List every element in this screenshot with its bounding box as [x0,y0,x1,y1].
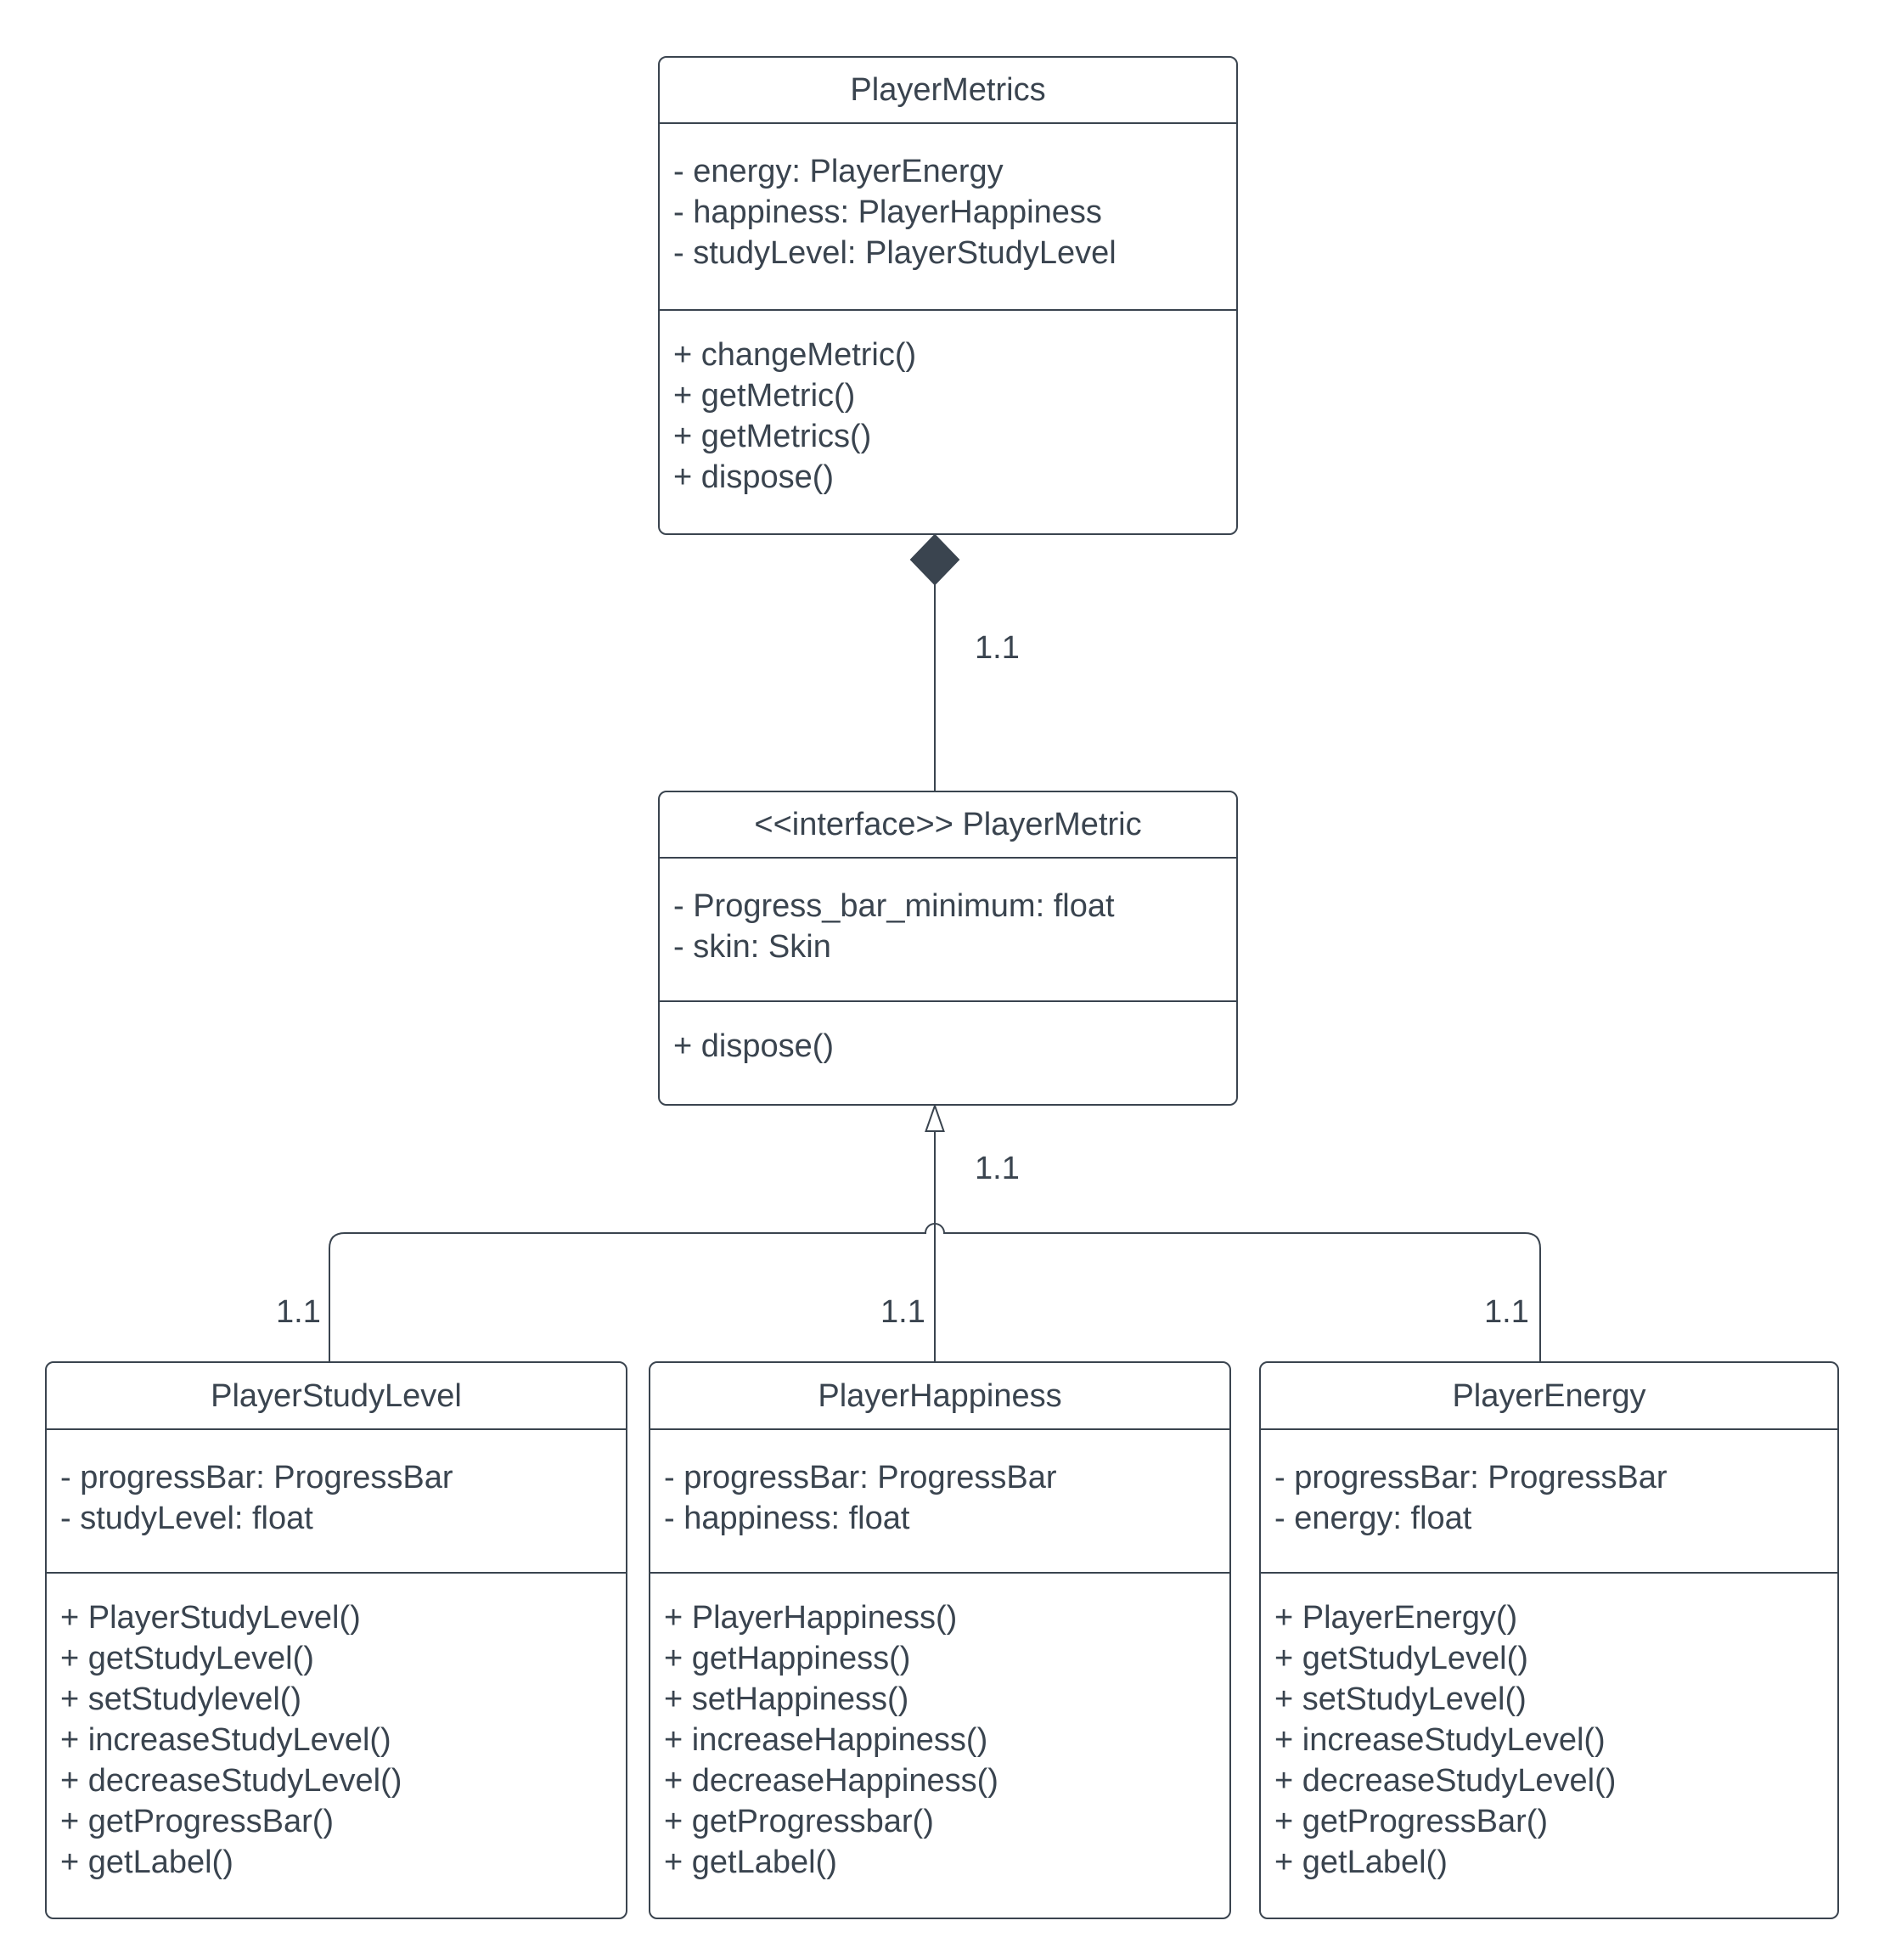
attributes-section [47,1428,626,1572]
method-line: + getMetrics() [673,419,872,454]
methods-section [650,1572,1229,1918]
attributes-section [660,122,1236,309]
method-line: + getLabel() [1274,1845,1448,1880]
class-title: PlayerMetrics [850,72,1046,108]
method-line: + getStudyLevel() [60,1641,314,1676]
method-line: + getProgressbar() [664,1804,934,1839]
class-title: <<interface>> PlayerMetric [754,807,1142,842]
multiplicity-label-happiness: 1.1 [880,1294,925,1330]
attribute-line: - progressBar: ProgressBar [1274,1460,1668,1495]
class-box-playermetric-interface [658,791,1238,1106]
composition-diamond-marker [911,535,959,584]
method-line: + dispose() [673,459,835,495]
class-box-playermetrics [658,56,1238,535]
method-line: + getProgressBar() [1274,1804,1549,1839]
method-line: + decreaseHappiness() [664,1763,998,1799]
realization-triangle-marker [926,1106,944,1131]
method-line: + PlayerEnergy() [1274,1600,1518,1636]
attributes-section [1261,1428,1837,1572]
method-line: + getStudyLevel() [1274,1641,1528,1676]
attribute-line: - studyLevel: PlayerStudyLevel [673,235,1117,271]
method-line: + PlayerHappiness() [664,1600,958,1636]
method-line: + getHappiness() [664,1641,911,1676]
multiplicity-label-energy: 1.1 [1484,1294,1529,1330]
class-title: PlayerHappiness [818,1377,1062,1414]
method-line: + setHappiness() [664,1681,909,1717]
multiplicity-label-studylevel: 1.1 [276,1294,321,1330]
class-box-playerenergy [1259,1361,1839,1919]
method-line: + PlayerStudyLevel() [60,1600,361,1636]
attribute-line: - studyLevel: float [60,1501,313,1536]
method-line: + dispose() [673,1028,835,1064]
class-box-playerhappiness [649,1361,1231,1919]
attribute-line: - energy: float [1274,1501,1472,1536]
method-line: + decreaseStudyLevel() [1274,1763,1617,1799]
attribute-line: - progressBar: ProgressBar [664,1460,1057,1495]
attribute-line: - happiness: float [664,1501,910,1536]
attribute-line: - skin: Skin [673,929,831,965]
class-title: PlayerEnergy [1452,1377,1646,1414]
method-line: + getLabel() [664,1845,837,1880]
methods-section [47,1572,626,1918]
method-line: + setStudyLevel() [1274,1681,1527,1717]
method-line: + getMetric() [673,378,856,414]
class-title: PlayerStudyLevel [211,1377,462,1414]
methods-section [1261,1572,1837,1918]
attributes-section [660,857,1236,1000]
method-line: + increaseStudyLevel() [60,1722,391,1758]
method-line: + decreaseStudyLevel() [60,1763,402,1799]
method-line: + increaseHappiness() [664,1722,988,1758]
attribute-line: - energy: PlayerEnergy [673,154,1004,189]
attribute-line: - happiness: PlayerHappiness [673,194,1102,230]
attribute-line: - progressBar: ProgressBar [60,1460,453,1495]
attribute-line: - Progress_bar_minimum: float [673,888,1115,924]
multiplicity-label-composition: 1.1 [975,630,1020,666]
methods-section [660,309,1236,533]
method-line: + setStudylevel() [60,1681,302,1717]
method-line: + increaseStudyLevel() [1274,1722,1606,1758]
methods-section [660,1000,1236,1104]
multiplicity-label-realization: 1.1 [975,1151,1020,1186]
method-line: + getLabel() [60,1845,233,1880]
attributes-section [650,1428,1229,1572]
method-line: + getProgressBar() [60,1804,335,1839]
class-box-playerstudylevel [45,1361,627,1919]
method-line: + changeMetric() [673,337,917,373]
